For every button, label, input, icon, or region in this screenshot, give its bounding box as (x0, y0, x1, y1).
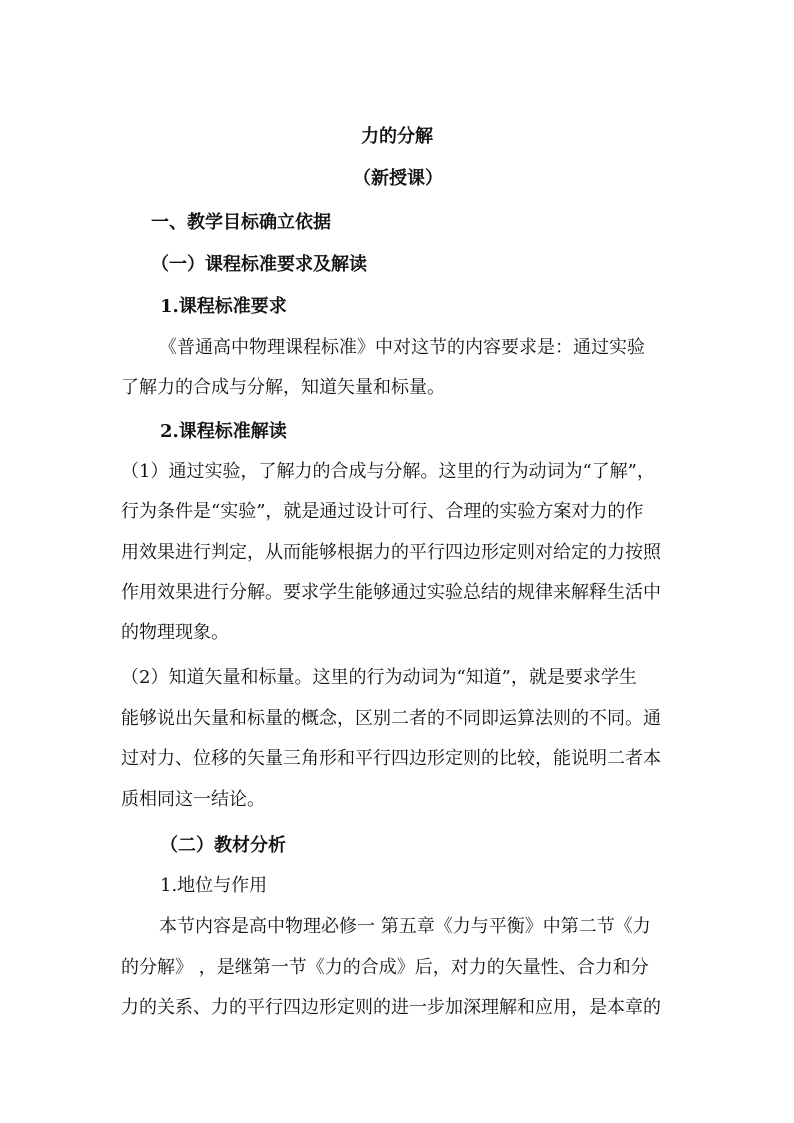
item-heading-3: 1.地位与作用 (160, 875, 268, 896)
paragraph-line: 本节内容是高中物理必修一 第五章《力与平衡》中第二节《力 (159, 916, 651, 937)
document-subtitle: （新授课） (353, 168, 443, 189)
paragraph-line: 质相同这一结论。 (121, 789, 265, 810)
paragraph-line: 的物理现象。 (121, 622, 229, 643)
document-title: 力的分解 (361, 126, 433, 147)
paragraph-line: 行为条件是“实验”，就是通过设计可行、合理的实验方案对力的作 (121, 501, 644, 522)
item-heading-2: 2.课程标准解读 (160, 421, 287, 442)
paragraph-line: 过对力、位移的矢量三角形和平行四边形定则的比较，能说明二者本 (121, 748, 661, 769)
paragraph-line: 能够说出矢量和标量的概念，区别二者的不同即运算法则的不同。通 (121, 708, 661, 729)
paragraph-line: 《普通高中物理课程标准》中对这节的内容要求是：通过实验 (159, 337, 645, 358)
paragraph-line: （2）知道矢量和标量。这里的行为动词为“知道”，就是要求学生 (121, 667, 637, 688)
paragraph-line: 用效果进行判定，从而能够根据力的平行四边形定则对给定的力按照 (121, 542, 661, 563)
paragraph-line: 了解力的合成与分解，知道矢量和标量。 (121, 377, 445, 398)
paragraph-line: 的分解》 ，是继第一节《力的合成》后，对力的矢量性、合力和分 (121, 957, 649, 978)
subsection-heading-a: （一）课程标准要求及解读 (151, 254, 367, 275)
item-heading-1: 1.课程标准要求 (160, 296, 287, 317)
section-heading-1: 一、教学目标确立依据 (151, 212, 331, 233)
paragraph-line: （1）通过实验，了解力的合成与分解。这里的行为动词为“了解”， (121, 461, 655, 482)
paragraph-line: 作用效果进行分解。要求学生能够通过实验总结的规律来解释生活中 (121, 582, 661, 603)
subsection-heading-b: （二）教材分析 (160, 835, 286, 856)
paragraph-line: 力的关系、力的平行四边形定则的进一步加深理解和应用，是本章的 (121, 997, 661, 1018)
